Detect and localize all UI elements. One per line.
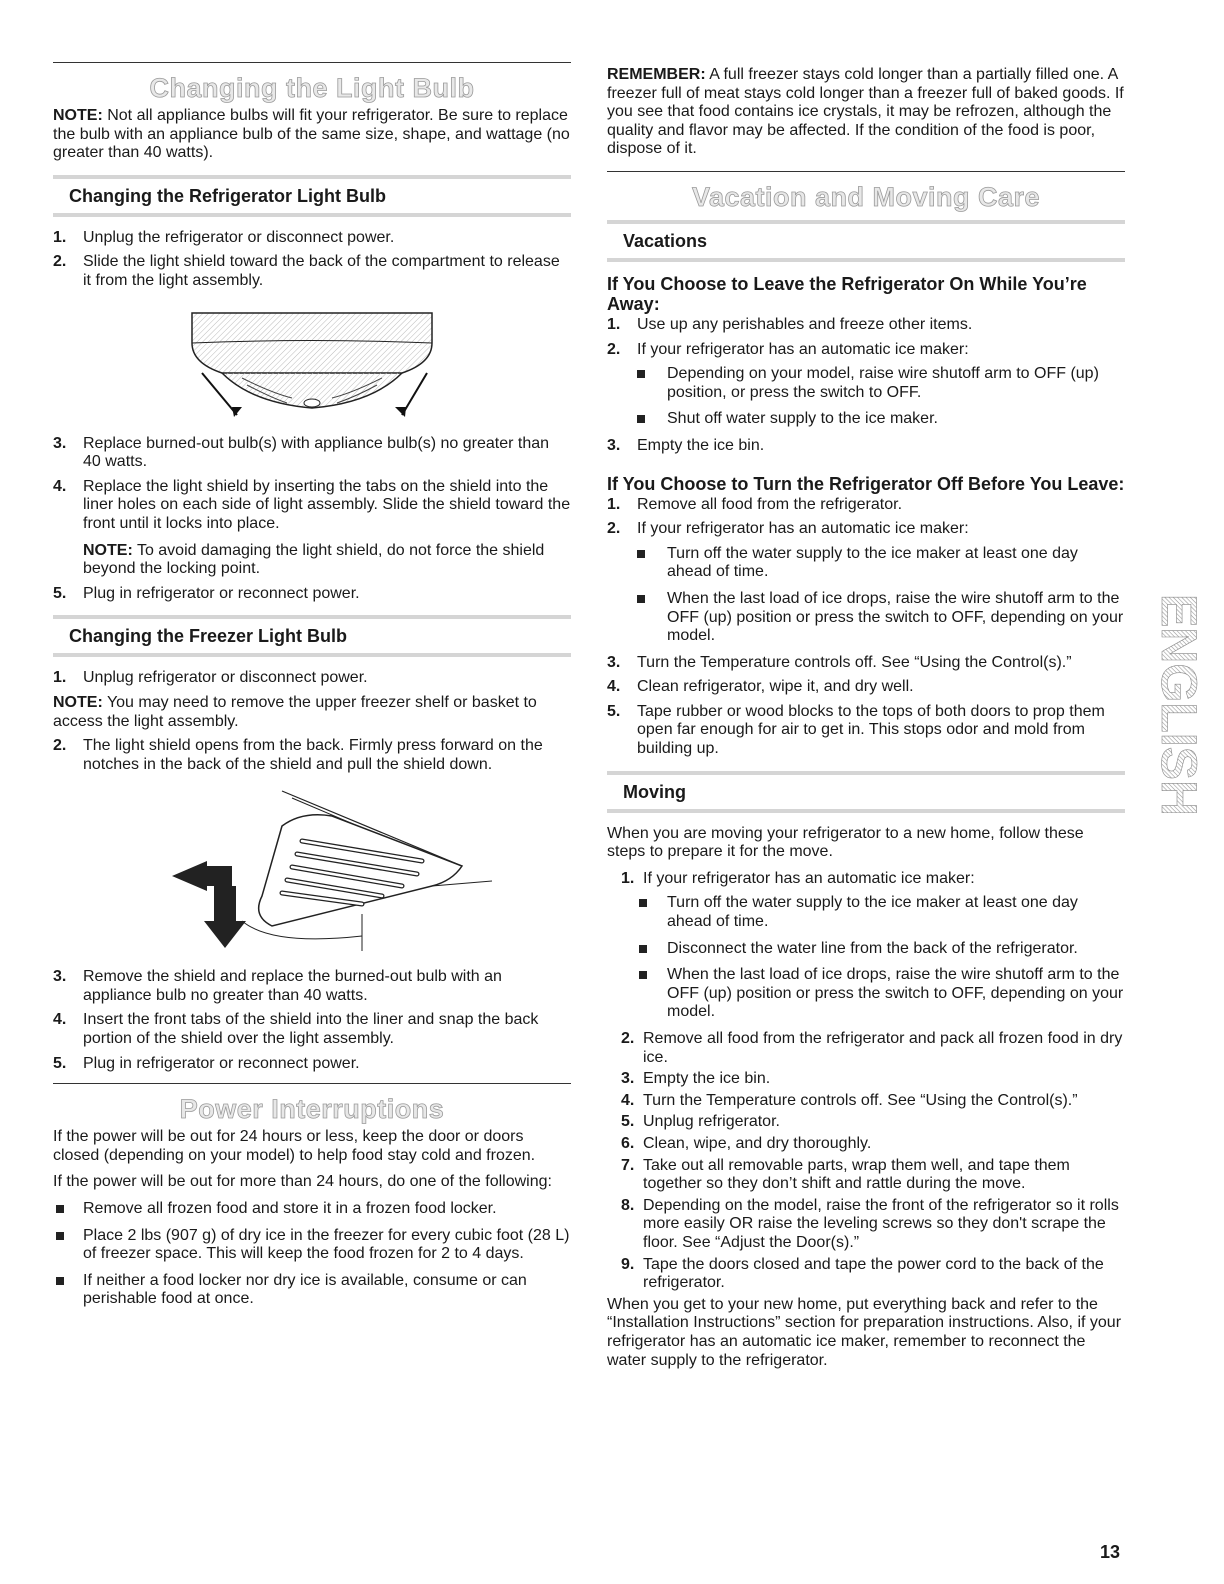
fridge-light-shield-illustration xyxy=(162,303,462,423)
step-text: Clean, wipe, and dry thoroughly. xyxy=(643,1134,872,1152)
step-text: Tape the doors closed and tape the power cord to the back of the refrigerator. xyxy=(643,1255,1104,1292)
list-item xyxy=(607,437,1125,456)
left-column xyxy=(53,62,571,1317)
step-text: Replace burned-out bulb(s) with appliance bulb(s) no greater than 40 watts. xyxy=(83,434,550,471)
step-text: Use up any perishables and freeze other items. xyxy=(637,315,973,333)
subheading-freezer-bulb: Changing the Freezer Light Bulb xyxy=(53,615,571,657)
list-item xyxy=(607,1113,1125,1132)
step-number: 3. xyxy=(53,968,67,986)
list-item xyxy=(607,703,1125,759)
list-item xyxy=(607,316,1125,335)
list-item xyxy=(607,1135,1125,1154)
heading-turn-off: If You Choose to Turn the Refrigerator Off Before You Leave: xyxy=(607,473,1125,494)
step-number: 4. xyxy=(607,678,621,696)
list-item: When the last load of ice drops, raise the wire shutoff arm to the OFF (up) position or press the switch to OFF, depending on your model. xyxy=(607,590,1125,646)
note-text: Not all appliance bulbs will fit your refrigerator. Be sure to replace the bulb with an appliance bulb of the same size, shape, and wattage (no greater than 40 watts). xyxy=(53,107,570,162)
side-tab-label: ENGLISH xyxy=(1150,593,1207,817)
step-text: Slide the light shield toward the back of the compartment to release it from the light assembly. xyxy=(83,253,560,289)
section-title-vacation: Vacation and Moving Care xyxy=(691,181,1041,212)
list-item xyxy=(607,496,1125,515)
list-item xyxy=(607,1070,1125,1089)
step-text: Remove all food from the refrigerator and pack all frozen food in dry ice. xyxy=(643,1030,1123,1066)
list-item: Disconnect the water line from the back of the refrigerator. xyxy=(607,940,1125,959)
step-text: Take out all removable parts, wrap them well, and tape them together so they don’t shift and rattle during the move. xyxy=(643,1156,1070,1193)
list-item xyxy=(53,1055,571,1074)
note-label: NOTE: xyxy=(83,541,133,559)
remember-paragraph xyxy=(607,66,1125,159)
list-item xyxy=(53,229,571,248)
step-text: Remove all food from the refrigerator. xyxy=(637,495,903,513)
step-number: 1. xyxy=(607,495,621,513)
step-number: 5. xyxy=(607,702,621,720)
step-number: 5. xyxy=(53,1054,67,1072)
section-rule xyxy=(53,62,571,63)
step-number: 4. xyxy=(53,477,67,495)
step-number: 1. xyxy=(621,869,635,887)
step-text: Tape rubber or wood blocks to the tops of both doors to prop them open far enough for air to get in. This stops odor and mold from building up. xyxy=(637,702,1105,758)
power-paragraph-2: If the power will be out for more than 24 hours, do one of the following: xyxy=(53,1173,552,1191)
step-number: 2. xyxy=(607,340,621,358)
subheading-moving: Moving xyxy=(607,771,1125,813)
list-item xyxy=(53,435,571,472)
step-number: 3. xyxy=(607,436,621,454)
list-item: When the last load of ice drops, raise the wire shutoff arm to the OFF (up) position or press the switch to OFF, depending on your model. xyxy=(607,966,1125,1022)
list-item: Shut off water supply to the ice maker. xyxy=(607,410,1125,429)
list-item xyxy=(607,1092,1125,1111)
remember-label: REMEMBER: xyxy=(607,66,706,83)
step-text: If your refrigerator has an automatic ice maker: xyxy=(643,869,975,887)
section-title-light-bulb: Changing the Light Bulb xyxy=(149,73,475,103)
step-text: Plug in refrigerator or reconnect power. xyxy=(83,1054,360,1072)
step-number: 9. xyxy=(621,1255,635,1273)
light-bulb-note xyxy=(53,107,571,163)
list-item xyxy=(53,737,571,774)
step-text: Empty the ice bin. xyxy=(643,1070,771,1088)
step-number: 3. xyxy=(607,653,621,671)
step-text: Insert the front tabs of the shield into the liner and snap the back portion of the shield over the light assembly. xyxy=(83,1011,539,1048)
list-item xyxy=(607,870,1125,889)
step-text: If your refrigerator has an automatic ice maker: xyxy=(637,520,969,538)
section-rule xyxy=(607,171,1125,172)
list-item xyxy=(53,253,571,290)
step-number: 8. xyxy=(621,1196,635,1214)
page-number: 13 xyxy=(1100,1542,1121,1562)
step-number: 1. xyxy=(53,669,67,687)
right-column xyxy=(607,66,1125,1370)
heading-leave-on: If You Choose to Leave the Refrigerator On While You’re Away: xyxy=(607,273,1087,314)
step-number: 4. xyxy=(621,1091,635,1109)
step-number: 4. xyxy=(53,1011,67,1029)
fridge-bulb-note xyxy=(83,542,571,579)
step-number: 1. xyxy=(607,315,621,333)
step-number: 2. xyxy=(607,520,621,538)
list-item xyxy=(607,520,1125,539)
subheading-vacations: Vacations xyxy=(607,220,1125,262)
list-item: If neither a food locker nor dry ice is available, consume or can perishable food at once. xyxy=(53,1272,571,1309)
step-number: 6. xyxy=(621,1134,635,1152)
list-item xyxy=(53,669,571,688)
note-label: NOTE: xyxy=(53,693,103,711)
step-text: Turn the Temperature controls off. See “Using the Control(s).” xyxy=(637,653,1072,671)
freezer-bulb-note xyxy=(53,694,571,731)
list-item: Place 2 lbs (907 g) of dry ice in the freezer for every cubic foot (28 L) of freezer space. This will keep the food frozen for 2 to 4 days. xyxy=(53,1227,571,1264)
moving-closing: When you get to your new home, put everything back and refer to the “Installation Instructions” section for preparation instructions. Also, if your refrigerator has an automatic ice maker, remember to reconnect the water supply to the refrigerator. xyxy=(607,1295,1122,1369)
step-number: 2. xyxy=(53,253,67,271)
step-text: If your refrigerator has an automatic ice maker: xyxy=(637,340,969,358)
power-paragraph-1: If the power will be out for 24 hours or less, keep the door or doors closed (depending on your model) to help food stay cold and frozen. xyxy=(53,1128,536,1164)
subheading-fridge-bulb: Changing the Refrigerator Light Bulb xyxy=(53,175,571,217)
note-text: You may need to remove the upper freezer shelf or basket to access the light assembly. xyxy=(53,693,537,730)
step-text: Unplug refrigerator. xyxy=(643,1113,780,1131)
list-item: Remove all frozen food and store it in a frozen food locker. xyxy=(53,1200,571,1219)
list-item xyxy=(53,968,571,1005)
section-title-power: Power Interruptions xyxy=(179,1094,445,1125)
list-item xyxy=(607,1030,1125,1067)
list-item: Turn off the water supply to the ice maker at least one day ahead of time. xyxy=(607,894,1125,931)
step-text: Unplug refrigerator or disconnect power. xyxy=(83,669,368,687)
step-text: The light shield opens from the back. Firmly press forward on the notches in the back of the shield and pull the shield down. xyxy=(83,737,543,773)
list-item: Turn off the water supply to the ice maker at least one day ahead of time. xyxy=(607,545,1125,582)
step-text: Plug in refrigerator or reconnect power. xyxy=(83,584,360,602)
list-item xyxy=(53,585,571,604)
step-number: 5. xyxy=(621,1113,635,1131)
freezer-light-shield-illustration xyxy=(132,786,492,956)
step-text: Remove the shield and replace the burned-out bulb with an appliance bulb no greater than 40 watts. xyxy=(83,968,502,1004)
language-side-tab xyxy=(1150,560,1207,850)
step-text: Turn the Temperature controls off. See “Using the Control(s).” xyxy=(643,1091,1078,1109)
note-label: NOTE: xyxy=(53,107,103,124)
moving-intro: When you are moving your refrigerator to a new home, follow these steps to prepare it for the move. xyxy=(607,824,1084,861)
step-number: 3. xyxy=(621,1070,635,1088)
step-text: Replace the light shield by inserting the tabs on the shield into the liner holes on each side of light assembly. Slide the shield toward the front until it locks into place. xyxy=(83,477,571,532)
step-number: 5. xyxy=(53,584,67,602)
list-item xyxy=(607,1197,1125,1253)
step-number: 2. xyxy=(621,1030,635,1047)
list-item xyxy=(607,654,1125,673)
step-number: 7. xyxy=(621,1156,635,1174)
section-rule xyxy=(53,1083,571,1084)
step-text: Empty the ice bin. xyxy=(637,436,765,454)
remember-text: A full freezer stays cold longer than a partially filled one. A freezer full of meat stays cold longer than a freezer full of baked goods. If you see that food contains ice crystals, it may be refrozen, although the quality and flavor may be affected. If the condition of the food is poor, dispose of it. xyxy=(607,66,1124,158)
step-text: Clean refrigerator, wipe it, and dry well. xyxy=(637,678,914,696)
list-item xyxy=(607,1256,1125,1293)
list-item: Depending on your model, raise wire shutoff arm to OFF (up) position, or press the switch to OFF. xyxy=(607,365,1125,402)
step-text: Depending on the model, raise the front of the refrigerator so it rolls more easily OR raise the leveling screws so they don't scrape the floor. See “Adjust the Door(s).” xyxy=(643,1196,1119,1251)
list-item xyxy=(607,1157,1125,1194)
step-number: 1. xyxy=(53,228,67,246)
list-item xyxy=(607,341,1125,360)
list-item xyxy=(607,678,1125,697)
step-number: 3. xyxy=(53,434,67,452)
list-item xyxy=(53,1011,571,1048)
step-text: Unplug the refrigerator or disconnect power. xyxy=(83,228,395,246)
list-item xyxy=(53,478,571,579)
step-number: 2. xyxy=(53,737,67,755)
note-text: To avoid damaging the light shield, do not force the shield beyond the locking point. xyxy=(83,541,545,578)
